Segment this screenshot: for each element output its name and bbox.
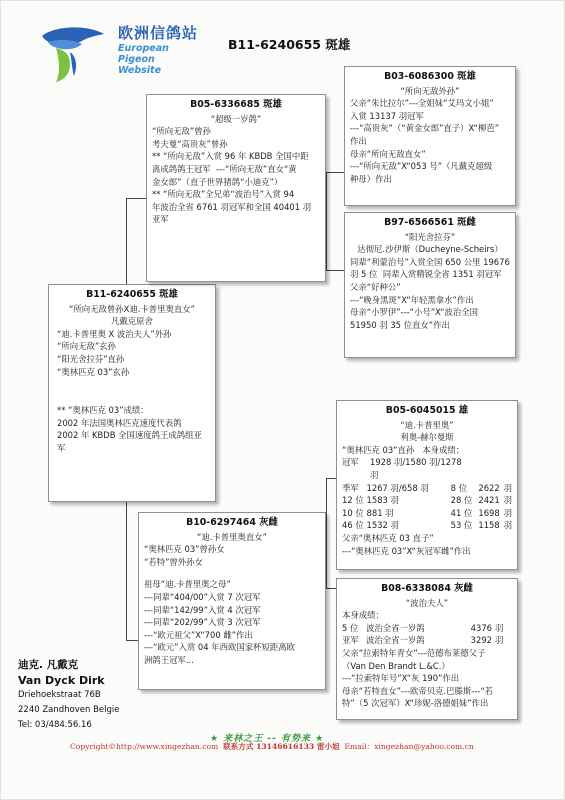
dam-sire-line: “奥林匹克 03”直孙 本身成绩： xyxy=(342,444,465,455)
dam-sire-line: “迪.卡普里奥” xyxy=(400,419,454,430)
dam-sire-line: 父亲“奥林匹克 03 直子” xyxy=(342,532,434,543)
dam-line: ---同辈“404/00”入赏 7 次冠军 xyxy=(144,591,261,602)
connector-line xyxy=(326,478,336,479)
stats-row: 12 位 1583 羽 28 位 2421 羽 xyxy=(342,495,512,506)
sire-line: “所向无敌”曾孙 xyxy=(152,126,211,137)
sire-dam-line: 同辈“利蒙治号”入赏全国 650 公里 19676 xyxy=(350,256,510,267)
logo-subtitle-line-1: European Pigeon xyxy=(118,43,169,65)
sire-line: 考夫曼“高贵灰”曾孙 xyxy=(152,138,228,149)
subject-line: 2002 年 KBDB 全国速度鸽王成鸽组亚军 xyxy=(57,430,202,453)
sire-dam-line: 51950 羽 35 位直女”作出 xyxy=(350,319,450,330)
dam-dam-line: ---“拉索特年号”X“灰 190”作出 xyxy=(342,673,460,684)
subject-line: 2002 年法国奥林匹克速度代表鸽 xyxy=(57,417,182,428)
sire-sire-line: 母亲“所向无敌直女” xyxy=(350,148,426,159)
dam-ring: B10-6297464 灰雌 xyxy=(186,517,278,528)
pedigree-box-dam-sire xyxy=(336,400,518,570)
email-link[interactable]: Email：xingezhan@yahoo.com.cn xyxy=(344,742,474,751)
contact-info: 联系方式 13146616133 雷小姐 xyxy=(223,742,340,751)
sire-sire-ring: B03-6086300 斑雄 xyxy=(384,71,476,82)
pedigree-box-dam xyxy=(138,512,326,690)
connector-line xyxy=(326,270,344,271)
results-row: 5 位 波治全省一岁鸽 4376 羽 xyxy=(342,622,504,633)
sire-dam-line: ---“晚身黑斑”X“年轻黑拿水”作出 xyxy=(350,294,474,305)
logo-subtitle-line-2: Website xyxy=(118,65,162,76)
dam-dam-line: 特”（5 次冠军）X“珍妮-洛德姐妹”作出 xyxy=(342,698,489,709)
dam-line: 祖母“迪.卡普里奥之母” xyxy=(144,579,231,590)
dam-sire-line: ---“奥林匹克 03”X“灰冠军雌”作出 xyxy=(342,545,471,556)
stats-row: 冠军 1928 羽/1580 羽/1278 羽 xyxy=(342,457,462,480)
sire-dam-line: 母亲“小罗伊”---“小号”X“波治全国 xyxy=(350,307,478,318)
dam-dam-line: 本身成绩： xyxy=(342,610,384,621)
dam-line: “迪.卡普里奥直女” xyxy=(197,531,267,542)
owner-name-cn: 迪克. 凡戴克 xyxy=(18,659,79,671)
sire-sire-line: ---“所向无敌”X“053 号”（凡戴克超级 xyxy=(350,161,493,172)
connector-line xyxy=(126,640,138,641)
sire-sire-line: “所向无敌外孙” xyxy=(400,85,460,96)
sire-line: 年波治全省 6761 羽冠军和全国 40401 羽 xyxy=(152,201,312,212)
subject-line: “迪.卡普里奥 X 波治夫人”外孙 xyxy=(57,328,172,339)
owner-info xyxy=(18,658,120,733)
pedigree-box-subject xyxy=(48,284,216,502)
sire-dam-ring: B97-6566561 斑雌 xyxy=(384,217,476,228)
logo-title: 欧洲信鸽站 xyxy=(118,24,199,42)
copyright-link[interactable]: Copyright©http://www.xingezhan.com xyxy=(70,742,219,751)
dam-line: ---“欧元”入赏 04 年西欧国家杯短距离欧 xyxy=(144,642,295,653)
pedigree-box-sire-dam xyxy=(344,212,516,358)
page-title: B11-6240655 斑雄 xyxy=(228,37,351,52)
sire-sire-line: ---“高贵灰”（“黄金女郎”直子）X“柳芭” xyxy=(350,123,500,134)
sire-dam-line: 达彻尼.沙伊斯（Ducheyne-Scheirs） xyxy=(357,244,503,255)
subject-ring: B11-6240655 斑雄 xyxy=(86,289,178,300)
pedigree-box-sire-sire xyxy=(344,66,516,206)
results-row: 亚军 波治全省一岁鸽 3292 羽 xyxy=(342,635,504,646)
dam-dam-line: “波治夫人” xyxy=(405,597,449,608)
dam-line: “奥林匹克 03”曾孙女 xyxy=(144,544,225,555)
sire-line: ** “所向无敌”入赏 96 年 KBDB 全国中距 xyxy=(152,151,309,162)
owner-name: Van Dyck Dirk xyxy=(18,674,105,687)
connector-line xyxy=(326,478,327,588)
sire-line: 亚军 xyxy=(152,214,169,225)
connector-line xyxy=(326,172,327,270)
connector-line xyxy=(326,588,336,589)
site-logo[interactable] xyxy=(34,20,204,90)
subject-line: “所向无敌曾孙X迪.卡普里奥直女” xyxy=(69,303,195,314)
owner-tel: Tel: 03/484.56.16 xyxy=(18,720,92,730)
dam-line: 洲鸽王冠军... xyxy=(144,654,194,665)
dam-line: ---“欧元祖父”X“700 雌”作出 xyxy=(144,629,253,640)
sire-line: “超级一岁鸽” xyxy=(210,113,262,124)
dam-line: ---同辈“202/99”入赏 3 次冠军 xyxy=(144,617,261,628)
dam-dam-line: 母亲“若特直女”---欧帝贝克.巴滕斯---“若 xyxy=(342,685,494,696)
connector-line xyxy=(326,172,344,173)
stats-row: 46 位 1532 羽 53 位 1158 羽 xyxy=(342,520,512,531)
footer xyxy=(70,741,474,752)
dam-line: ---同辈“142/99”入赏 4 次冠军 xyxy=(144,604,261,615)
sire-line: 金女郎”（直子世界猪鸽“小迪克”） xyxy=(152,176,283,187)
sire-sire-line: 父亲“朱比拉尔”---全姐妹“艾玛文小姐” xyxy=(350,98,494,109)
connector-line xyxy=(126,198,146,199)
dam-sire-ring: B05-6045015 雄 xyxy=(385,405,469,416)
slogan: ★ 来林之王 -- 有势来 ★ xyxy=(210,734,325,744)
subject-line: 凡戴克原舍 xyxy=(111,316,153,327)
owner-city: 2240 Zandhoven Belgie xyxy=(18,705,120,715)
logo-subtitle xyxy=(118,43,204,76)
dam-dam-line: （Van Den Brandt L.&C.） xyxy=(342,660,450,671)
dam-sire-line: 利奥-赫尔曼斯 xyxy=(400,432,454,443)
dam-line: “若特”曾外孙女 xyxy=(144,556,203,567)
subject-line: “所向无敌”玄孙 xyxy=(57,341,116,352)
sire-line: 离成鸽鸽王冠军 ---“所向无敌”直女“黄 xyxy=(152,163,297,174)
sire-sire-line: 入赏 13137 羽冠军 xyxy=(350,110,424,121)
connector-line xyxy=(126,501,127,641)
stats-row: 10 位 881 羽 41 位 1698 羽 xyxy=(342,507,512,518)
sire-dam-line: “阳光舍拉芬” xyxy=(404,231,456,242)
sire-dam-line: 羽 5 位 同辈入赏精锐全省 1351 羽冠军 xyxy=(350,269,502,280)
subject-line: “奥林匹克 03”玄孙 xyxy=(57,366,130,377)
sire-ring: B05-6336685 斑雄 xyxy=(190,99,282,110)
subject-line: ** “奥林匹克 03”成绩： xyxy=(57,405,149,416)
stats-row: 季军 1267 羽/658 羽 8 位 2622 羽 xyxy=(342,482,512,493)
subject-line: “阳光舍拉芬”直孙 xyxy=(57,353,125,364)
sire-sire-line: 种母）作出 xyxy=(350,173,392,184)
pedigree-box-sire xyxy=(146,94,326,282)
pigeon-logo-icon xyxy=(34,22,114,84)
sire-line: ** “所向无敌”全兄弟“波治号”入赏 94 xyxy=(152,189,295,200)
pedigree-box-dam-dam xyxy=(336,578,518,720)
dam-dam-ring: B08-6338084 灰雌 xyxy=(381,583,473,594)
sire-sire-line: 作出 xyxy=(350,135,367,146)
sire-dam-line: 父亲“好种公” xyxy=(350,281,401,292)
owner-street: Driehoekstraat 76B xyxy=(18,690,101,700)
connector-line xyxy=(126,198,127,284)
dam-dam-line: 父亲“拉索特年青女”---范德布莱德父子 xyxy=(342,647,486,658)
